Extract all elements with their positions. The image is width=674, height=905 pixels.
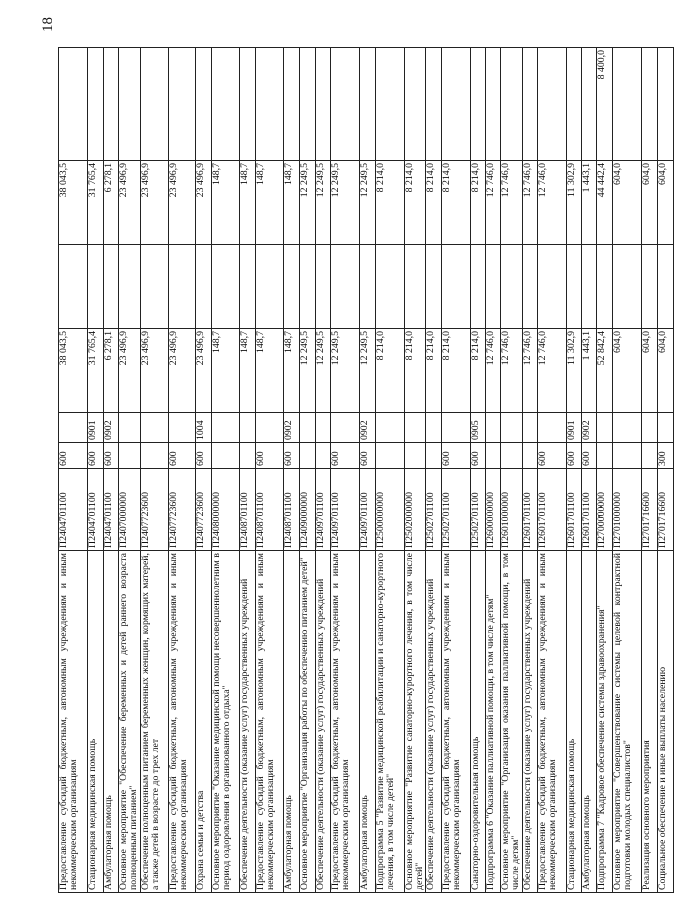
row-vr-cell: 600: [581, 443, 596, 469]
row-amount-a-cell: [315, 245, 330, 329]
row-amount-a-cell: [255, 245, 283, 329]
table-row: [501, 48, 523, 893]
row-total-cell: 31 765,4: [88, 329, 104, 413]
table-row: [119, 48, 141, 893]
row-amount-b-cell: 12 746,0: [537, 161, 566, 245]
row-total-cell: 8 214,0: [471, 329, 486, 413]
row-vr-cell: [426, 443, 442, 469]
row-amount-b-cell: 11 302,9: [566, 161, 581, 245]
row-amount-b-cell: 8 214,0: [375, 161, 404, 245]
row-amount-a-cell: [657, 245, 673, 329]
row-code-cell: П2701716600: [641, 469, 657, 551]
row-amount-b-cell: 12 746,0: [486, 161, 501, 245]
row-amount-c-cell: [426, 48, 442, 161]
row-amount-c-cell: [375, 48, 404, 161]
row-amount-a-cell: [522, 245, 537, 329]
row-rz-cell: [330, 413, 359, 443]
row-amount-a-cell: [283, 245, 299, 329]
row-name-cell: Амбулаторная помощь: [581, 551, 596, 893]
row-amount-b-cell: 1 443,1: [581, 161, 596, 245]
row-name-cell: Реализация основного мероприятия: [641, 551, 657, 893]
row-rz-cell: [168, 413, 195, 443]
row-name-cell: Стационарная медицинская помощь: [88, 551, 104, 893]
row-amount-a-cell: [596, 245, 612, 329]
row-vr-cell: 600: [359, 443, 375, 469]
row-vr-cell: 600: [88, 443, 104, 469]
row-amount-b-cell: 8 214,0: [442, 161, 471, 245]
table-row: [59, 48, 88, 893]
row-name-cell: Обеспечение деятельности (оказание услуг) государственных учреждений: [426, 551, 442, 893]
row-total-cell: 12 746,0: [537, 329, 566, 413]
row-rz-cell: [501, 413, 523, 443]
table-row: [104, 48, 119, 893]
row-vr-cell: [596, 443, 612, 469]
row-name-cell: Предоставление субсидий бюджетным, автономным учреждениям и иным некоммерческим организациям: [59, 551, 88, 893]
row-amount-c-cell: [537, 48, 566, 161]
row-amount-a-cell: [641, 245, 657, 329]
table-row: [140, 48, 168, 893]
row-code-cell: П2502000000: [404, 469, 426, 551]
row-code-cell: П2409701100: [359, 469, 375, 551]
row-amount-b-cell: 31 765,4: [88, 161, 104, 245]
table-row: [612, 48, 641, 893]
row-amount-c-cell: [315, 48, 330, 161]
row-amount-b-cell: 148,7: [283, 161, 299, 245]
row-amount-b-cell: 23 496,9: [195, 161, 211, 245]
row-name-cell: Подпрограмма 7 "Кадровое обеспечение системы здравоохранения": [596, 551, 612, 893]
row-vr-cell: 600: [330, 443, 359, 469]
row-vr-cell: [299, 443, 315, 469]
row-amount-c-cell: [59, 48, 88, 161]
row-rz-cell: [119, 413, 141, 443]
row-amount-b-cell: 8 214,0: [471, 161, 486, 245]
row-amount-a-cell: [537, 245, 566, 329]
row-name-cell: Подпрограмма 6 "Оказание паллиативной помощи, в том числе детям": [486, 551, 501, 893]
row-vr-cell: 600: [168, 443, 195, 469]
table-row: [486, 48, 501, 893]
row-amount-a-cell: [404, 245, 426, 329]
page-number-text: 18: [39, 16, 56, 32]
row-code-cell: П2404701100: [104, 469, 119, 551]
table-body: [59, 48, 674, 893]
row-amount-c-cell: [486, 48, 501, 161]
row-amount-c-cell: [641, 48, 657, 161]
row-total-cell: 23 496,9: [195, 329, 211, 413]
row-amount-b-cell: 148,7: [239, 161, 255, 245]
table-row: [404, 48, 426, 893]
row-rz-cell: 0902: [581, 413, 596, 443]
row-vr-cell: [486, 443, 501, 469]
row-amount-c-cell: [581, 48, 596, 161]
row-amount-c-cell: [195, 48, 211, 161]
row-amount-c-cell: [404, 48, 426, 161]
row-amount-a-cell: [211, 245, 239, 329]
row-amount-c-cell: [119, 48, 141, 161]
row-rz-cell: [375, 413, 404, 443]
row-vr-cell: [211, 443, 239, 469]
row-total-cell: 148,7: [239, 329, 255, 413]
row-code-cell: П2409000000: [299, 469, 315, 551]
table-row: [239, 48, 255, 893]
row-amount-b-cell: 604,0: [657, 161, 673, 245]
row-amount-b-cell: 12 249,5: [315, 161, 330, 245]
row-vr-cell: [404, 443, 426, 469]
row-rz-cell: [657, 413, 673, 443]
row-name-cell: Обеспечение деятельности (оказание услуг) государственных учреждений: [522, 551, 537, 893]
row-vr-cell: [641, 443, 657, 469]
row-vr-cell: 600: [442, 443, 471, 469]
row-amount-c-cell: [299, 48, 315, 161]
row-code-cell: П2601000000: [501, 469, 523, 551]
row-code-cell: П2701716600: [657, 469, 673, 551]
row-vr-cell: [375, 443, 404, 469]
row-name-cell: Предоставление субсидий бюджетным, автономным учреждениям и иным некоммерческим организациям: [168, 551, 195, 893]
row-rz-cell: [522, 413, 537, 443]
row-amount-b-cell: 23 496,9: [168, 161, 195, 245]
row-amount-a-cell: [566, 245, 581, 329]
rotated-table-canvas: [58, 48, 668, 893]
row-amount-a-cell: [486, 245, 501, 329]
table-row: [442, 48, 471, 893]
row-amount-a-cell: [330, 245, 359, 329]
row-code-cell: П2404701100: [59, 469, 88, 551]
table-row: [641, 48, 657, 893]
row-rz-cell: 0901: [566, 413, 581, 443]
row-code-cell: П2601701100: [581, 469, 596, 551]
row-code-cell: П2408000000: [211, 469, 239, 551]
row-amount-a-cell: [442, 245, 471, 329]
row-rz-cell: 0902: [283, 413, 299, 443]
row-amount-a-cell: [426, 245, 442, 329]
row-amount-b-cell: 148,7: [255, 161, 283, 245]
row-amount-c-cell: [566, 48, 581, 161]
row-total-cell: 12 746,0: [486, 329, 501, 413]
row-amount-b-cell: 604,0: [641, 161, 657, 245]
row-vr-cell: 600: [59, 443, 88, 469]
row-rz-cell: [537, 413, 566, 443]
table-row: [426, 48, 442, 893]
row-name-cell: Основное мероприятие "Совершенствование системы целевой контрактной подготовки молодых специалистов": [612, 551, 641, 893]
row-code-cell: П2409701100: [315, 469, 330, 551]
table-row: [596, 48, 612, 893]
table-row: [522, 48, 537, 893]
row-total-cell: 604,0: [641, 329, 657, 413]
table-row: [315, 48, 330, 893]
row-rz-cell: [140, 413, 168, 443]
row-total-cell: 148,7: [283, 329, 299, 413]
row-rz-cell: 0902: [104, 413, 119, 443]
row-vr-cell: [119, 443, 141, 469]
row-code-cell: П2408701100: [283, 469, 299, 551]
row-amount-a-cell: [375, 245, 404, 329]
row-total-cell: 604,0: [612, 329, 641, 413]
row-rz-cell: 0905: [471, 413, 486, 443]
row-amount-a-cell: [359, 245, 375, 329]
row-name-cell: Амбулаторная помощь: [359, 551, 375, 893]
row-vr-cell: 600: [471, 443, 486, 469]
row-amount-c-cell: [255, 48, 283, 161]
row-amount-b-cell: 44 442,4: [596, 161, 612, 245]
row-total-cell: 12 249,5: [315, 329, 330, 413]
row-name-cell: Обеспечение деятельности (оказание услуг) государственных учреждений: [239, 551, 255, 893]
row-amount-b-cell: 12 249,5: [299, 161, 315, 245]
row-code-cell: П2601701100: [522, 469, 537, 551]
table-row: [471, 48, 486, 893]
table-row: [375, 48, 404, 893]
row-code-cell: П2502701100: [442, 469, 471, 551]
row-code-cell: П2404701100: [88, 469, 104, 551]
row-amount-a-cell: [104, 245, 119, 329]
row-code-cell: П2700000000: [596, 469, 612, 551]
row-rz-cell: 0901: [88, 413, 104, 443]
row-amount-b-cell: 38 043,5: [59, 161, 88, 245]
row-name-cell: Охрана семьи и детства: [195, 551, 211, 893]
row-amount-c-cell: [283, 48, 299, 161]
row-amount-c-cell: [239, 48, 255, 161]
row-amount-c-cell: [104, 48, 119, 161]
table-row: [168, 48, 195, 893]
row-name-cell: Подпрограмма 5 "Развитие медицинской реабилитации и санаторно-курортного лечения, в том числе детей": [375, 551, 404, 893]
row-total-cell: 23 496,9: [140, 329, 168, 413]
row-code-cell: П2502701100: [471, 469, 486, 551]
row-code-cell: П2407723600: [168, 469, 195, 551]
row-code-cell: П2408701100: [255, 469, 283, 551]
row-code-cell: П2407000000: [119, 469, 141, 551]
row-rz-cell: [442, 413, 471, 443]
row-name-cell: Предоставление субсидий бюджетным, автономным учреждениям и иным некоммерческим организациям: [255, 551, 283, 893]
row-amount-c-cell: [612, 48, 641, 161]
row-code-cell: П2408701100: [239, 469, 255, 551]
row-amount-a-cell: [471, 245, 486, 329]
row-amount-b-cell: 8 214,0: [426, 161, 442, 245]
row-vr-cell: [501, 443, 523, 469]
row-amount-c-cell: [471, 48, 486, 161]
row-amount-a-cell: [612, 245, 641, 329]
row-amount-b-cell: 8 214,0: [404, 161, 426, 245]
row-total-cell: 23 496,9: [168, 329, 195, 413]
row-vr-cell: [315, 443, 330, 469]
row-amount-c-cell: [442, 48, 471, 161]
row-rz-cell: [59, 413, 88, 443]
table-row: [359, 48, 375, 893]
row-name-cell: Предоставление субсидий бюджетным, автономным учреждениям и иным некоммерческим организациям: [537, 551, 566, 893]
row-total-cell: 148,7: [211, 329, 239, 413]
row-amount-a-cell: [195, 245, 211, 329]
page-number: [24, 4, 72, 44]
table-row: [299, 48, 315, 893]
row-name-cell: Амбулаторная помощь: [104, 551, 119, 893]
table-row: [195, 48, 211, 893]
row-code-cell: П2500000000: [375, 469, 404, 551]
row-code-cell: П2601701100: [537, 469, 566, 551]
row-vr-cell: [522, 443, 537, 469]
row-amount-c-cell: [168, 48, 195, 161]
row-vr-cell: [239, 443, 255, 469]
row-total-cell: 52 842,4: [596, 329, 612, 413]
row-total-cell: 8 214,0: [442, 329, 471, 413]
row-code-cell: П2601701100: [566, 469, 581, 551]
table-row: [657, 48, 673, 893]
row-name-cell: Основное мероприятие "Обеспечение беременных и детей раннего возраста полноценным питанием": [119, 551, 141, 893]
row-name-cell: Амбулаторная помощь: [283, 551, 299, 893]
row-amount-b-cell: 23 496,9: [140, 161, 168, 245]
row-amount-c-cell: 8 400,0: [596, 48, 612, 161]
row-rz-cell: 1004: [195, 413, 211, 443]
row-vr-cell: 600: [195, 443, 211, 469]
row-name-cell: Предоставление субсидий бюджетным, автономным учреждениям и иным некоммерческим организациям: [330, 551, 359, 893]
row-total-cell: 148,7: [255, 329, 283, 413]
row-amount-a-cell: [59, 245, 88, 329]
row-amount-b-cell: 604,0: [612, 161, 641, 245]
row-total-cell: 38 043,5: [59, 329, 88, 413]
row-total-cell: 8 214,0: [404, 329, 426, 413]
row-code-cell: П2600000000: [486, 469, 501, 551]
row-name-cell: Основное мероприятие "Развитие санаторно-курортного лечения, в том числе детей": [404, 551, 426, 893]
row-code-cell: П2701000000: [612, 469, 641, 551]
row-amount-b-cell: 23 496,9: [119, 161, 141, 245]
row-name-cell: Основное мероприятие "Организация оказания паллиативной помощи, в том числе детям": [501, 551, 523, 893]
row-total-cell: 8 214,0: [375, 329, 404, 413]
row-vr-cell: 600: [537, 443, 566, 469]
row-rz-cell: [486, 413, 501, 443]
row-name-cell: Предоставление субсидий бюджетным, автономным учреждениям и иным некоммерческим организациям: [442, 551, 471, 893]
row-total-cell: 6 278,1: [104, 329, 119, 413]
row-vr-cell: [612, 443, 641, 469]
row-name-cell: Санаторно-оздоровительная помощь: [471, 551, 486, 893]
row-rz-cell: [426, 413, 442, 443]
row-rz-cell: [404, 413, 426, 443]
table-row: [581, 48, 596, 893]
row-amount-a-cell: [140, 245, 168, 329]
row-code-cell: П2407723600: [195, 469, 211, 551]
row-name-cell: Обеспечение деятельности (оказание услуг) государственных учреждений: [315, 551, 330, 893]
row-rz-cell: [612, 413, 641, 443]
row-amount-a-cell: [581, 245, 596, 329]
row-amount-c-cell: [140, 48, 168, 161]
row-amount-c-cell: [501, 48, 523, 161]
row-amount-c-cell: [657, 48, 673, 161]
row-rz-cell: [641, 413, 657, 443]
row-rz-cell: [211, 413, 239, 443]
row-amount-b-cell: 12 249,5: [330, 161, 359, 245]
row-amount-a-cell: [299, 245, 315, 329]
table-row: [283, 48, 299, 893]
row-code-cell: П2502701100: [426, 469, 442, 551]
row-total-cell: 12 249,5: [299, 329, 315, 413]
row-total-cell: 12 746,0: [501, 329, 523, 413]
row-name-cell: Социальное обеспечение и иные выплаты населению: [657, 551, 673, 893]
row-rz-cell: [255, 413, 283, 443]
row-rz-cell: 0902: [359, 413, 375, 443]
row-total-cell: 12 249,5: [330, 329, 359, 413]
row-total-cell: 11 302,9: [566, 329, 581, 413]
row-rz-cell: [299, 413, 315, 443]
row-rz-cell: [315, 413, 330, 443]
rotated-table-frame: [58, 48, 668, 893]
row-amount-c-cell: [88, 48, 104, 161]
row-total-cell: 604,0: [657, 329, 673, 413]
table-row: [255, 48, 283, 893]
row-amount-a-cell: [88, 245, 104, 329]
row-vr-cell: 600: [283, 443, 299, 469]
row-name-cell: Основное мероприятие "Организация работы по обеспечению питанием детей": [299, 551, 315, 893]
row-vr-cell: 300: [657, 443, 673, 469]
row-amount-c-cell: [211, 48, 239, 161]
table-row: [88, 48, 104, 893]
row-amount-b-cell: 12 746,0: [501, 161, 523, 245]
row-rz-cell: [239, 413, 255, 443]
row-code-cell: П2407723600: [140, 469, 168, 551]
row-total-cell: 12 746,0: [522, 329, 537, 413]
table-row: [537, 48, 566, 893]
row-amount-b-cell: 12 249,5: [359, 161, 375, 245]
row-amount-b-cell: 12 746,0: [522, 161, 537, 245]
row-amount-a-cell: [239, 245, 255, 329]
row-total-cell: 8 214,0: [426, 329, 442, 413]
budget-table: [58, 47, 674, 893]
row-name-cell: Обеспечение полноценным питанием беременных женщин, кормящих матерей, а также детей в возрасте до трех лет: [140, 551, 168, 893]
row-code-cell: П2409701100: [330, 469, 359, 551]
row-amount-a-cell: [501, 245, 523, 329]
row-amount-a-cell: [119, 245, 141, 329]
row-amount-a-cell: [168, 245, 195, 329]
row-rz-cell: [596, 413, 612, 443]
row-vr-cell: 600: [566, 443, 581, 469]
row-name-cell: Стационарная медицинская помощь: [566, 551, 581, 893]
row-amount-b-cell: 6 278,1: [104, 161, 119, 245]
row-amount-c-cell: [522, 48, 537, 161]
row-total-cell: 12 249,5: [359, 329, 375, 413]
row-amount-b-cell: 148,7: [211, 161, 239, 245]
row-vr-cell: 600: [104, 443, 119, 469]
row-name-cell: Основное мероприятие "Оказание медицинской помощи несовершеннолетним в период оздоровления в организованного отдыха": [211, 551, 239, 893]
row-amount-c-cell: [330, 48, 359, 161]
row-vr-cell: 600: [255, 443, 283, 469]
row-total-cell: 23 496,9: [119, 329, 141, 413]
row-amount-c-cell: [359, 48, 375, 161]
table-row: [211, 48, 239, 893]
row-vr-cell: [140, 443, 168, 469]
table-row: [330, 48, 359, 893]
table-row: [566, 48, 581, 893]
row-total-cell: 1 443,1: [581, 329, 596, 413]
